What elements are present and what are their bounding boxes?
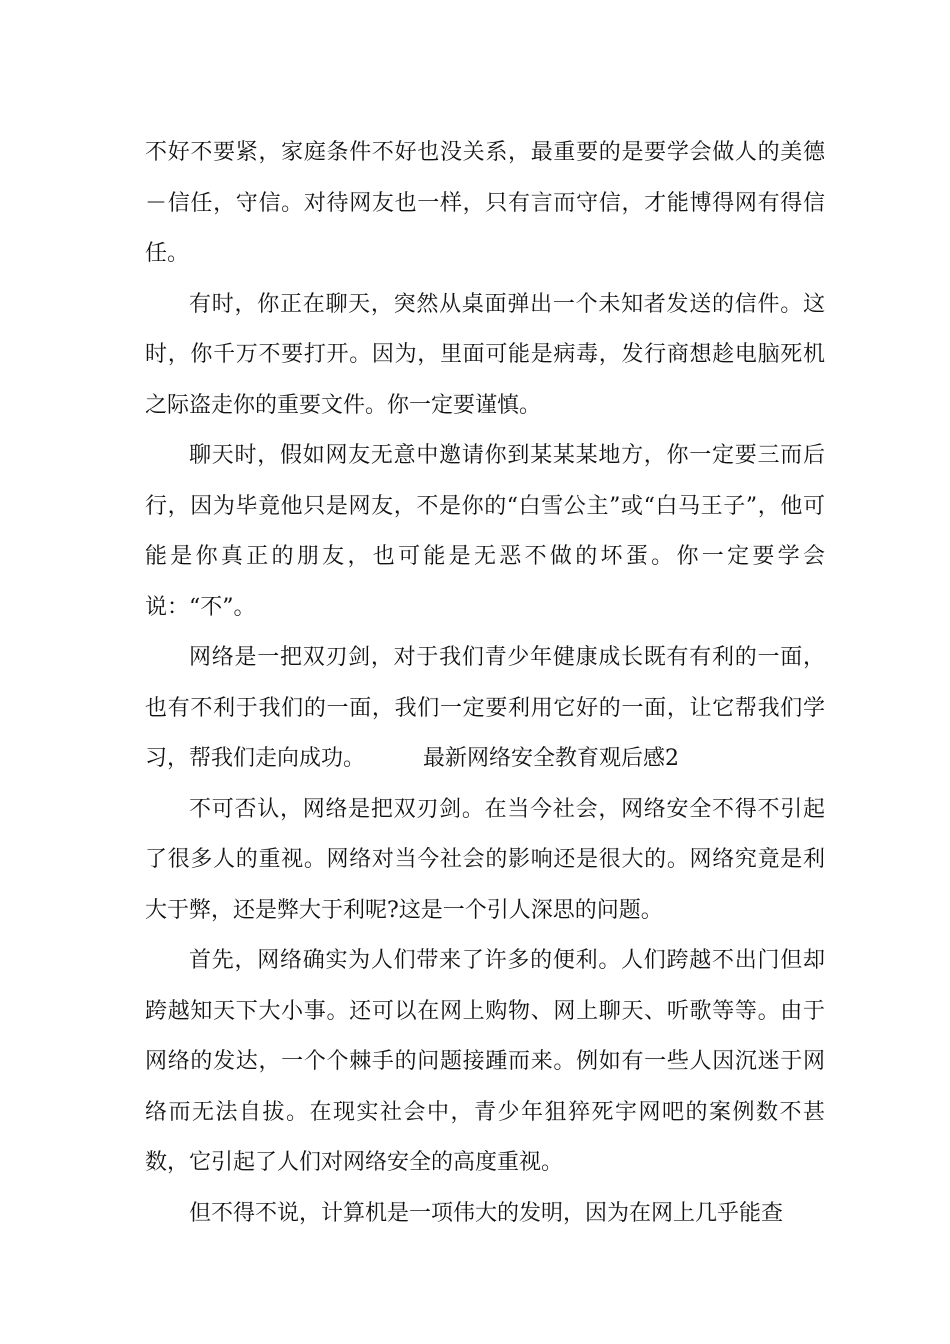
paragraph-4-text: 网络是一把双刃剑，对于我们青少年健康成长既有有利的一面，也有不利于我们的一面，我们一定要利用它好的一面，让它帮我们学习，帮我们走向成功。 [145, 645, 825, 771]
paragraph-2 [145, 280, 825, 432]
paragraph-5 [145, 785, 825, 937]
paragraph-3 [145, 431, 825, 633]
paragraph-4 [145, 633, 825, 785]
paragraph-2-text: 有时，你正在聊天，突然从桌面弹出一个未知者发送的信件。这时，你千万不要打开。因为，里面可能是病毒，发行商想趁电脑死机之际盗走你的重要文件。你一定要谨慎。 [145, 291, 825, 418]
paragraph-1 [145, 128, 825, 280]
paragraph-7-text: 但不得不说，计算机是一项伟大的发明，因为在网上几乎能查 [189, 1200, 784, 1226]
paragraph-7 [145, 1189, 825, 1240]
body-text [145, 128, 825, 1239]
paragraph-3-text: 聊天时，假如网友无意中邀请你到某某某地方，你一定要三而后行，因为毕竟他只是网友，不是你的“白雪公主”或“白马王子”，他可能是你真正的朋友，也可能是无恶不做的坏蛋。你一定要学会说：“不”。 [145, 443, 825, 620]
paragraph-6-text: 首先，网络确实为人们带来了许多的便利。人们跨越不出门但却跨越知天下大小事。还可以在网上购物、网上聊天、听歌等等。由于网络的发达，一个个棘手的问题接踵而来。例如有一些人因沉迷于网络而无法自拔。在现实社会中，青少年狙猝死宇网吧的案例数不甚数，它引起了人们对网络安全的高度重视。 [145, 948, 825, 1175]
paragraph-1-text: 不好不要紧，家庭条件不好也没关系，最重要的是要学会做人的美德－信任，守信。对待网友也一样，只有言而守信，才能博得网有得信任。 [145, 140, 825, 266]
paragraph-6 [145, 936, 825, 1189]
paragraph-5-text: 不可否认，网络是把双刃剑。在当今社会，网络安全不得不引起了很多人的重视。网络对当今社会的影响还是很大的。网络究竟是利大于弊，还是弊大于利呢?这是一个引人深思的问题。 [145, 796, 825, 923]
section-heading: 最新网络安全教育观后感2 [423, 746, 680, 771]
